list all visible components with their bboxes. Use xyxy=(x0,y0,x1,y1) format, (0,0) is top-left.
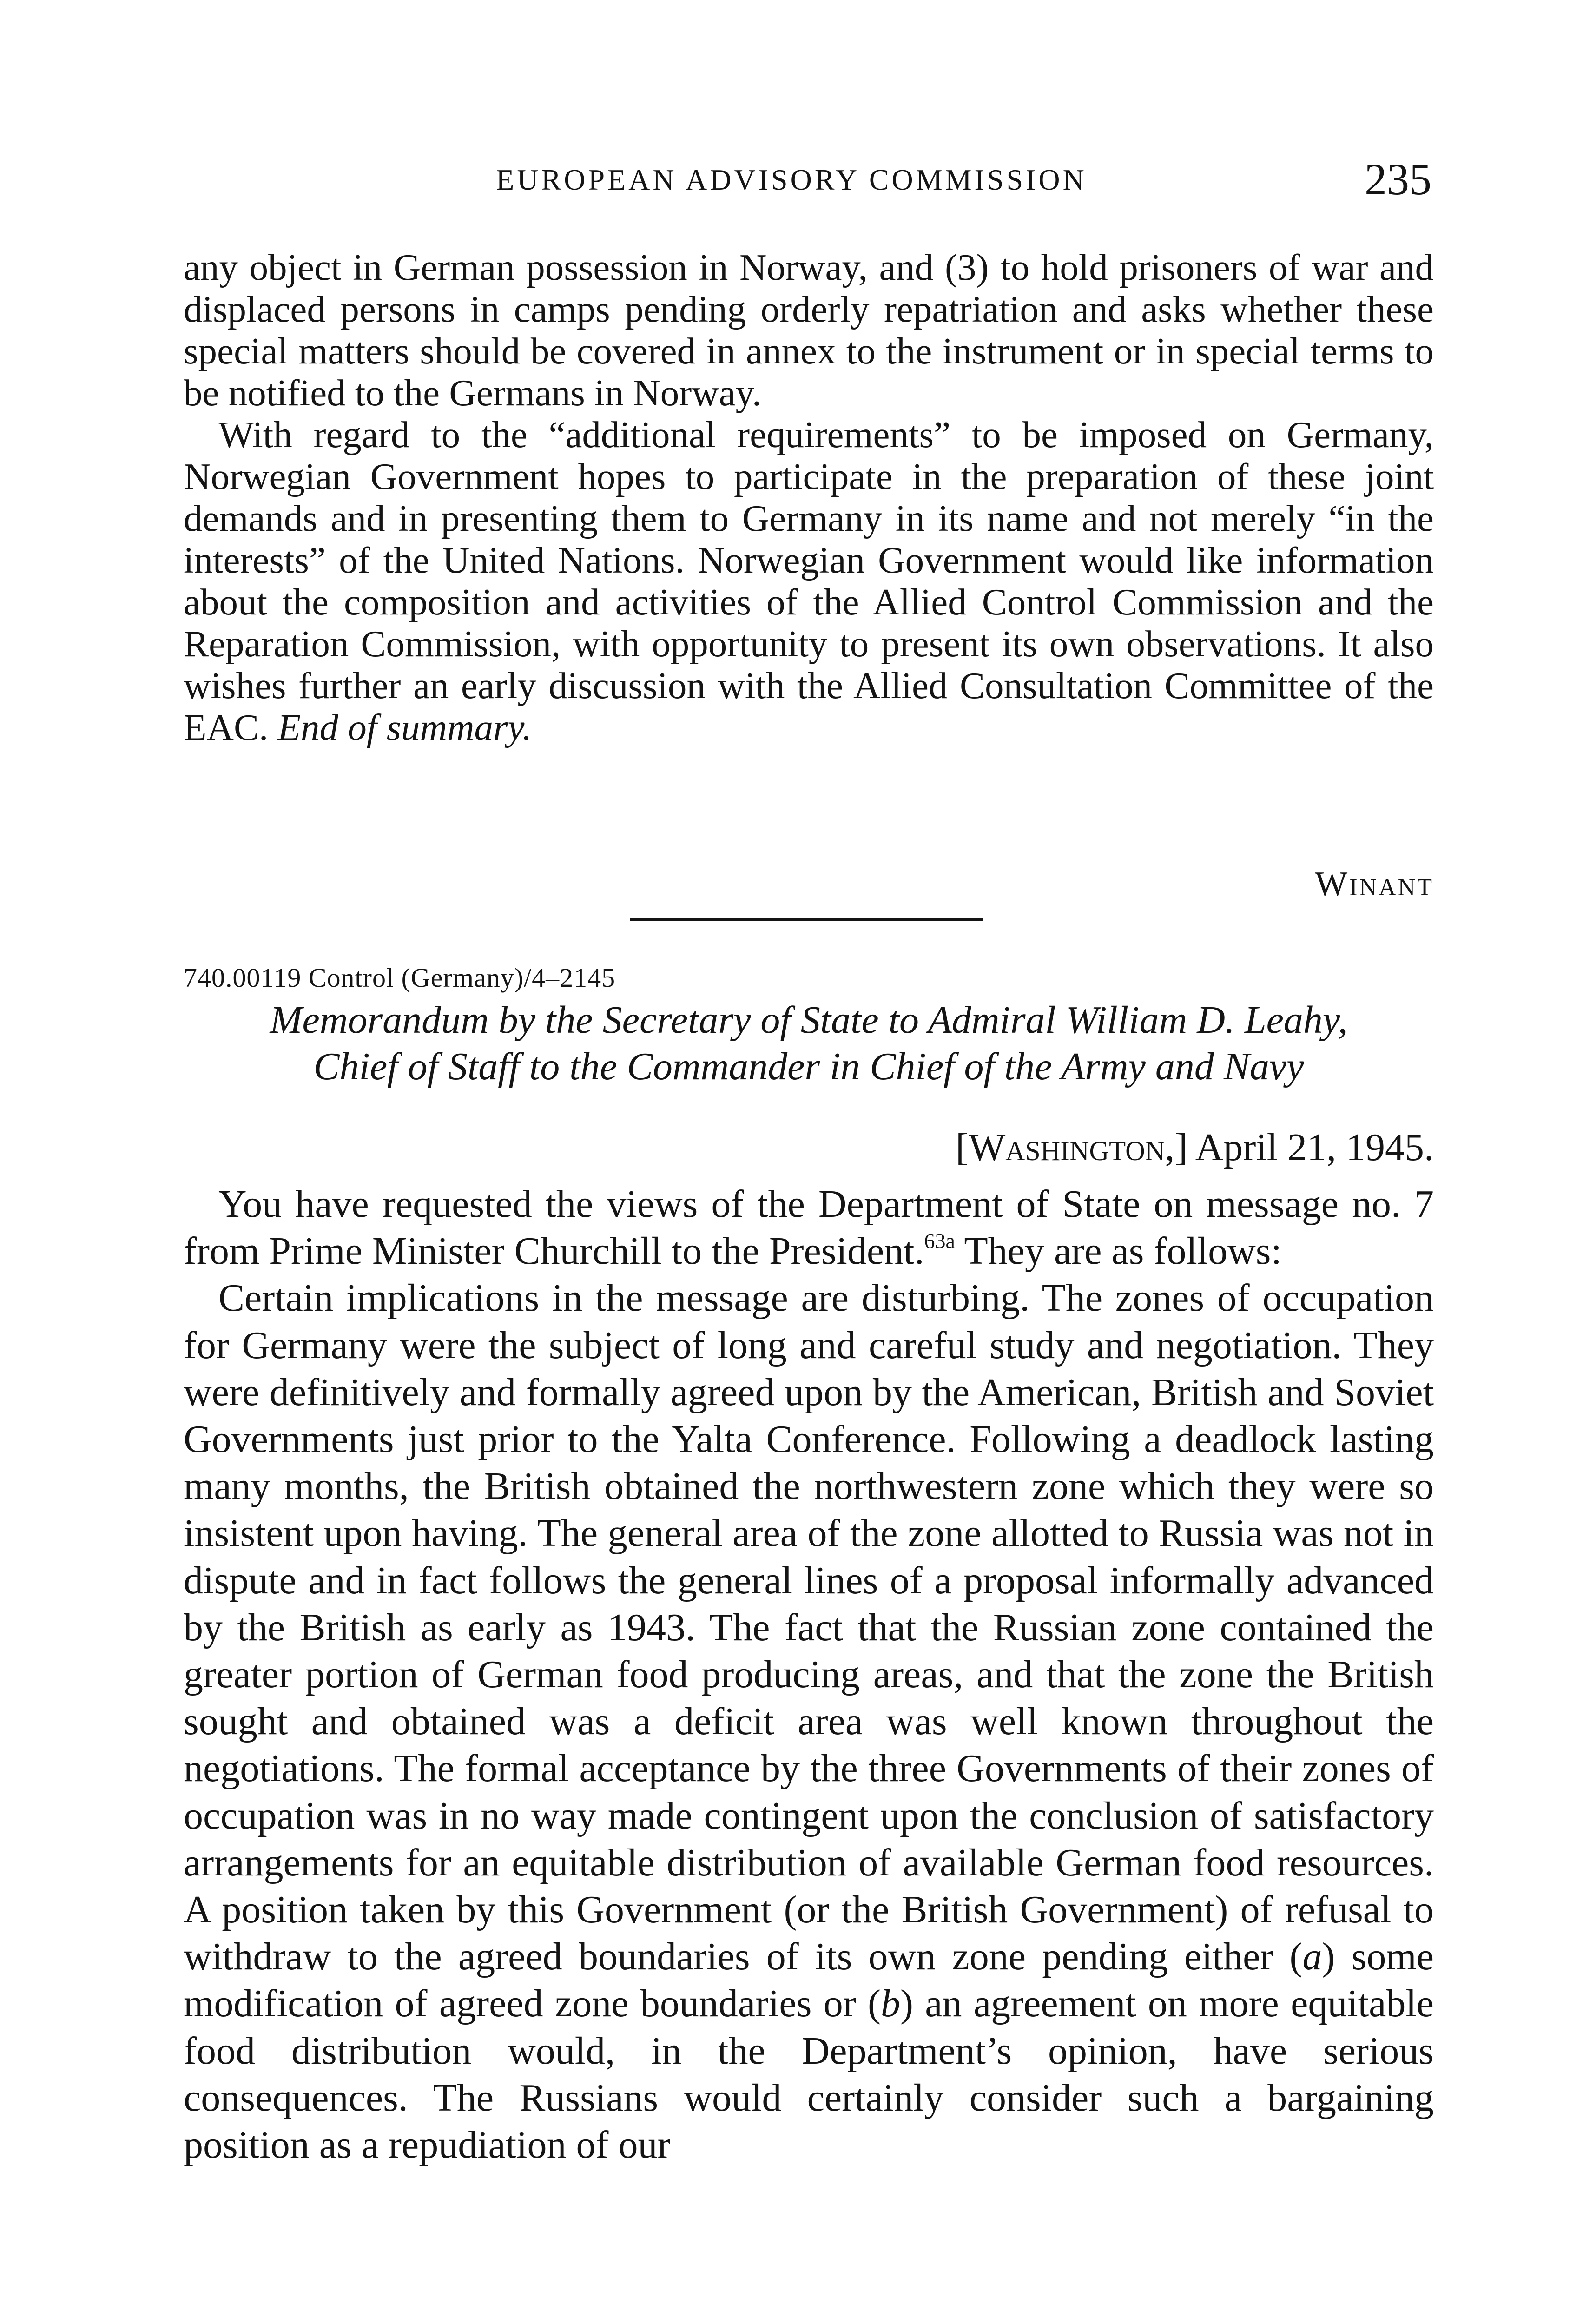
summary-paragraph-2 xyxy=(184,414,1434,748)
section-divider xyxy=(630,918,983,921)
dateline-place: [Washington,] xyxy=(956,1126,1188,1169)
dateline xyxy=(697,1125,1434,1170)
document-title-line-2: Chief of Staff to the Commander in Chief of the Army and Navy xyxy=(313,1045,1304,1088)
body-paragraph-1-tail: They are as follows: xyxy=(955,1229,1282,1273)
file-reference: 740.00119 Control (Germany)/4–2145 xyxy=(184,963,616,993)
body-paragraph-2 xyxy=(184,1274,1434,2168)
body-paragraph-2-part-2: ) some modification of agreed zone boundaries or ( xyxy=(184,1935,1434,2026)
end-of-summary-note: End of summary. xyxy=(277,706,532,748)
item-b-marker: b xyxy=(880,1982,900,2026)
body-paragraph-1-text: You have requested the views of the Department of State on message no. 7 from Prime Minister Churchill to the President. xyxy=(184,1182,1434,1273)
page-number: 235 xyxy=(1365,154,1431,204)
memorandum-body xyxy=(184,1181,1434,2168)
signature-winant: Winant xyxy=(1315,865,1434,903)
footnote-reference[interactable]: 63a xyxy=(924,1229,955,1253)
body-paragraph-2-part-1: Certain implications in the message are disturbing. The zones of occupation for Germany were the subject of long and careful study and negotiation. They were definitively and formally agreed upon by the American, British and Soviet Governments just prior to the Yalta Conference. Following a deadlock lasting many months, the British obtained the northwestern zone which they were so insistent upon having. The general area of the zone allotted to Russia was not in dispute and in fact follows the general lines of a proposal informally advanced by the British as early as 1943. The fact that the Russian zone contained the greater portion of German food producing areas, and that the zone the British sought and obtained was a deficit area was well known throughout the negotiations. The formal acceptance by the three Governments of their zones of occupation was in no way made contingent upon the conclusion of satisfactory arrangements for an equitable distribution of available German food resources. A position taken by this Government (or the British Government) of refusal to withdraw to the agreed boundaries of its own zone pending either ( xyxy=(184,1276,1434,1979)
document-title xyxy=(184,997,1434,1090)
dateline-date: April 21, 1945. xyxy=(1195,1126,1434,1169)
summary-paragraph-1: any object in German possession in Norway, and (3) to hold prisoners of war and displaced persons in camps pending orderly repatriation and asks whether these special matters should be covered in annex to the instrument or in special terms to be notified to the Germans in Norway. xyxy=(184,246,1434,414)
summary-paragraph-2-text: With regard to the “additional requirements” to be imposed on Germany, Norwegian Government hopes to participate in the preparation of these joint demands and in presenting them to Germany in its name and not merely “in the interests” of the United Nations. Norwegian Government would like information about the composition and activities of the Allied Control Commission and the Reparation Commission, with opportunity to present its own observations. It also wishes further an early discussion with the Allied Consultation Committee of the EAC. xyxy=(184,414,1434,748)
telegram-summary xyxy=(184,246,1434,748)
item-a-marker: a xyxy=(1302,1935,1322,1979)
body-paragraph-1 xyxy=(184,1181,1434,1274)
document-title-line-1: Memorandum by the Secretary of State to Admiral William D. Leahy, xyxy=(270,998,1348,1042)
body-paragraph-2-part-3: ) an agreement on more equitable food distribution would, in the Department’s opinion, have serious consequences. The Russians would certainly consider such a bargaining position as a repudiation of our xyxy=(184,1982,1434,2167)
running-header: EUROPEAN ADVISORY COMMISSION xyxy=(496,163,1087,196)
